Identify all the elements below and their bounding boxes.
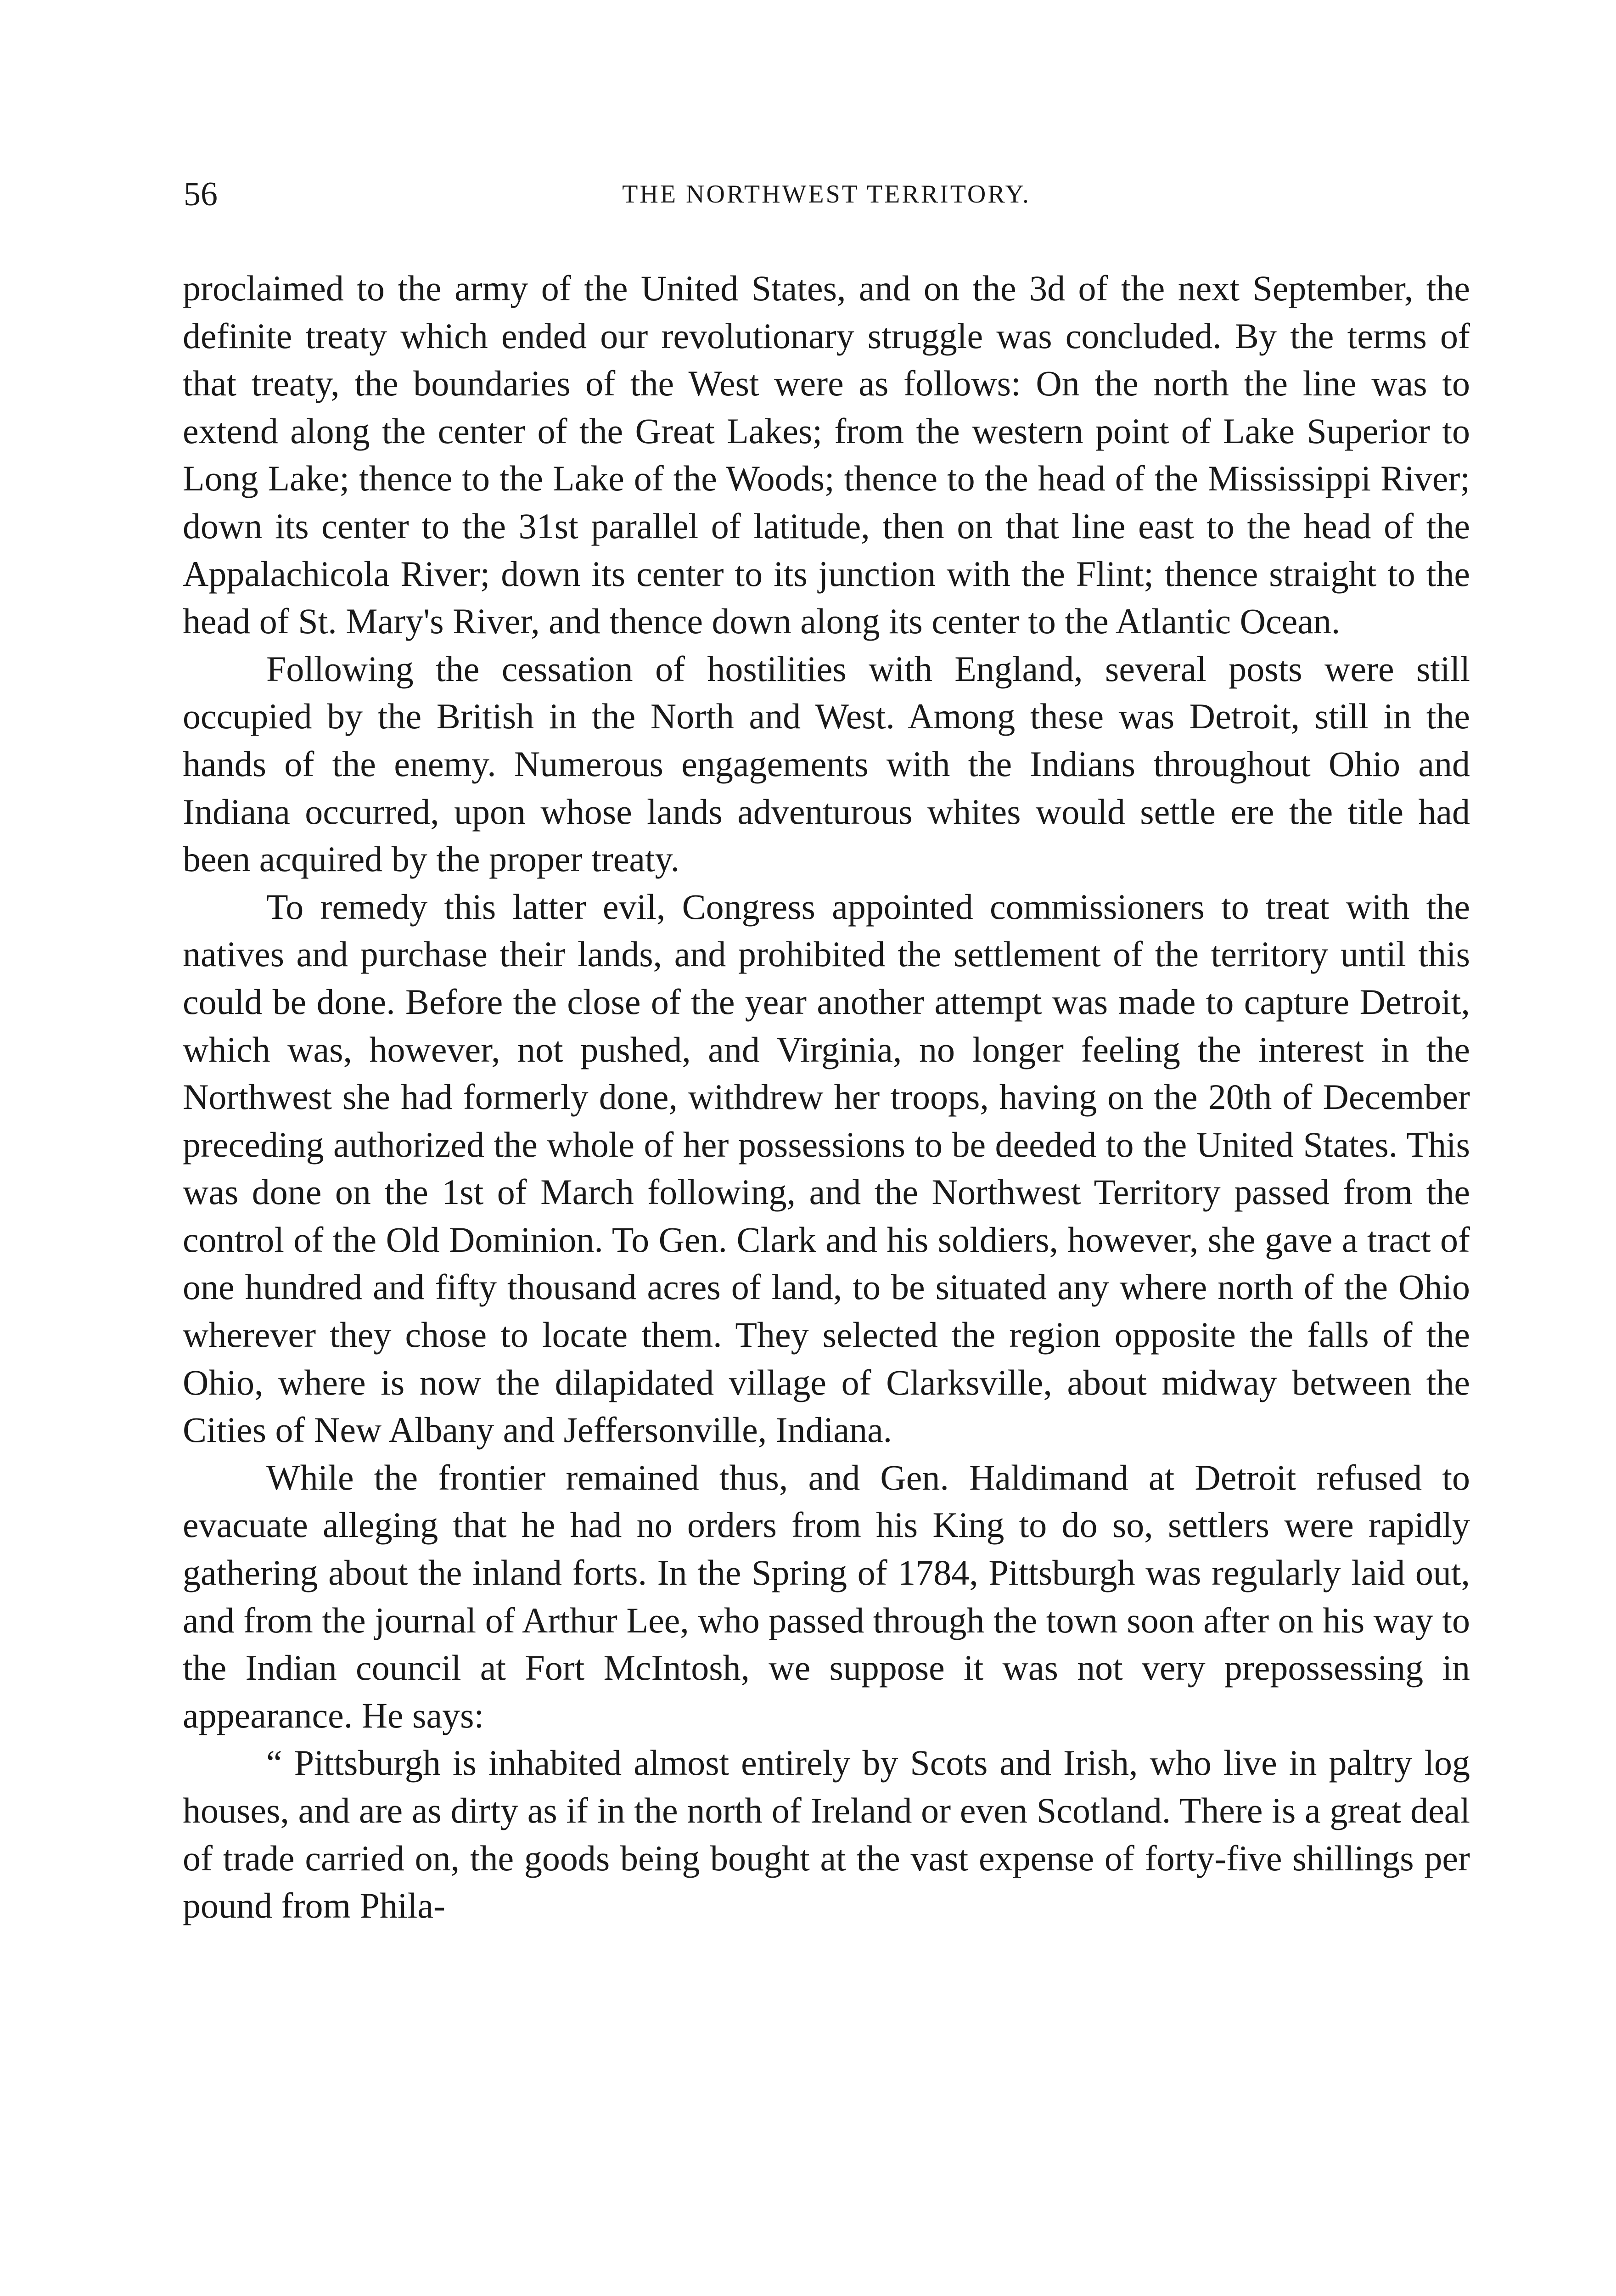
paragraph-congress-commissioners: To remedy this latter evil, Congress appointed commissioners to treat with the natives and purchase their lands, and prohibited the settlement of the territory until this could be done. Before the close of the year another attempt was made to capture Detroit, which was, however, not pushed, and Virginia, no longer feeling the interest in the Northwest she had formerly done, withdrew her troops, having on the 20th of December preceding authorized the whole of her possessions to be deeded to the United States. This was done on the 1st of March following, and the Northwest Territory passed from the control of the Old Dominion. To Gen. Clark and his soldiers, however, she gave a tract of one hundred and fifty thousand acres of land, to be situated any where north of the Ohio wherever they chose to locate them. They selected the region opposite the falls of the Ohio, where is now the dilapidated village of Clarksville, about midway between the Cities of New Albany and Jeffersonville, Indiana.	[183, 886, 1470, 1450]
running-title: THE NORTHWEST TERRITORY.	[622, 180, 1031, 208]
paragraph-frontier-settlers: While the frontier remained thus, and Gen. Haldimand at Detroit refused to evacuate alleging that he had no orders from his King to do so, settlers were rapidly gathering about the inland forts. In the Spring of 1784, Pittsburgh was regularly laid out, and from the journal of Arthur Lee, who passed through the town soon after on his way to the Indian council at Fort McIntosh, we suppose it was not very prepossessing in appearance. He says:	[183, 1457, 1470, 1735]
body-text	[183, 264, 1470, 1930]
paragraph-cessation-of-hostilities: Following the cessation of hostilities with England, several posts were still occupied by the British in the North and West. Among these was Detroit, still in the hands of the enemy. Numerous engagements with the Indians throughout Ohio and Indiana occurred, upon whose lands adventurous whites would settle ere the title had been acquired by the proper treaty.	[183, 648, 1470, 879]
paragraph-pittsburgh-quote: “ Pittsburgh is inhabited almost entirely by Scots and Irish, who live in paltry log houses, and are as dirty as if in the north of Ireland or even Scotland. There is a great deal of trade carried on, the goods being bought at the vast expense of forty-five shillings per pound from Phila-	[183, 1743, 1470, 1926]
page-number: 56	[184, 175, 218, 213]
paragraph-treaty-boundaries: proclaimed to the army of the United States, and on the 3d of the next September, the definite treaty which ended our revolutionary struggle was concluded. By the terms of that treaty, the boundaries of the West were as follows: On the north the line was to extend along the center of the Great Lakes; from the western point of Lake Superior to Long Lake; thence to the Lake of the Woods; thence to the head of the Mississippi River; down its center to the 31st parallel of latitude, then on that line east to the head of the Appalachicola River; down its center to its junction with the Flint; thence straight to the head of St. Mary's River, and thence down along its center to the Atlantic Ocean.	[183, 268, 1470, 642]
running-head	[184, 169, 1469, 219]
